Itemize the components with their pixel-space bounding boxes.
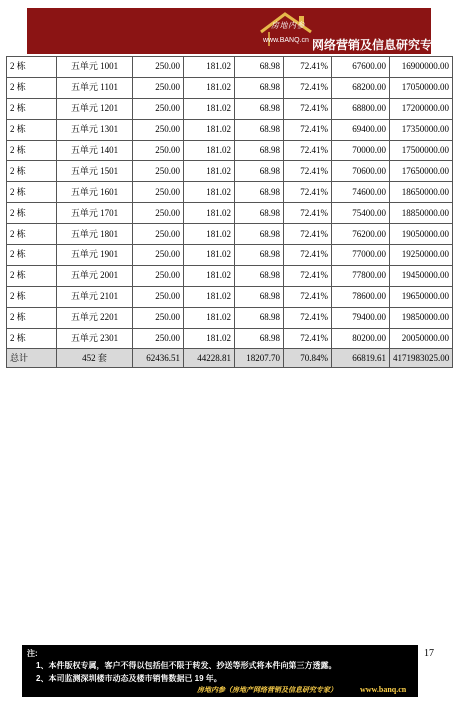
logo-url: www.BANQ.cn — [263, 37, 309, 44]
area-cell: 250.00 — [133, 328, 184, 349]
footer-brand-bar — [22, 684, 418, 697]
building-cell: 2 栋 — [7, 140, 57, 161]
table-row — [7, 182, 453, 203]
ratio-cell: 72.41% — [284, 245, 332, 266]
unit-cell: 五单元 1601 — [57, 182, 133, 203]
shared-area-cell: 68.98 — [235, 182, 284, 203]
unit-cell: 五单元 1301 — [57, 119, 133, 140]
ratio-cell: 72.41% — [284, 224, 332, 245]
ratio-cell: 72.41% — [284, 286, 332, 307]
table-row — [7, 286, 453, 307]
ratio-cell: 72.41% — [284, 328, 332, 349]
unit-cell: 五单元 1801 — [57, 224, 133, 245]
table-row — [7, 265, 453, 286]
unit-cell: 五单元 1201 — [57, 98, 133, 119]
usable-area-cell: 181.02 — [184, 307, 235, 328]
building-cell: 2 栋 — [7, 224, 57, 245]
usable-area-cell: 181.02 — [184, 77, 235, 98]
table-row — [7, 203, 453, 224]
area-cell: 250.00 — [133, 224, 184, 245]
table-row — [7, 224, 453, 245]
unit-price-cell: 70600.00 — [332, 161, 390, 182]
unit-price-cell: 75400.00 — [332, 203, 390, 224]
ratio-cell: 72.41% — [284, 182, 332, 203]
table-row — [7, 245, 453, 266]
area-cell: 250.00 — [133, 161, 184, 182]
shared-area-cell: 68.98 — [235, 119, 284, 140]
total-price-cell: 17050000.00 — [390, 77, 453, 98]
table-row — [7, 98, 453, 119]
unit-price-cell: 78600.00 — [332, 286, 390, 307]
total-price-cell: 16900000.00 — [390, 57, 453, 78]
usable-area-cell: 181.02 — [184, 265, 235, 286]
shared-area-cell: 68.98 — [235, 245, 284, 266]
units-table-body — [7, 57, 453, 368]
unit-price-cell: 67600.00 — [332, 57, 390, 78]
unit-price-cell: 68800.00 — [332, 98, 390, 119]
shared-area-cell: 68.98 — [235, 286, 284, 307]
notes-title: 注: — [27, 649, 38, 658]
area-cell: 250.00 — [133, 265, 184, 286]
total-price-cell: 4171983025.00 — [390, 349, 453, 368]
building-cell: 2 栋 — [7, 161, 57, 182]
unit-cell: 452 套 — [57, 349, 133, 368]
total-price-cell: 18650000.00 — [390, 182, 453, 203]
usable-area-cell: 181.02 — [184, 245, 235, 266]
unit-cell: 五单元 1701 — [57, 203, 133, 224]
shared-area-cell: 68.98 — [235, 77, 284, 98]
page-number: 17 — [424, 648, 434, 659]
shared-area-cell: 68.98 — [235, 57, 284, 78]
shared-area-cell: 68.98 — [235, 161, 284, 182]
unit-price-cell: 79400.00 — [332, 307, 390, 328]
total-price-cell: 17500000.00 — [390, 140, 453, 161]
table-row — [7, 77, 453, 98]
usable-area-cell: 181.02 — [184, 119, 235, 140]
unit-price-cell: 77800.00 — [332, 265, 390, 286]
building-cell: 2 栋 — [7, 203, 57, 224]
area-cell: 250.00 — [133, 307, 184, 328]
area-cell: 250.00 — [133, 119, 184, 140]
total-price-cell: 17650000.00 — [390, 161, 453, 182]
table-row — [7, 57, 453, 78]
building-cell: 2 栋 — [7, 265, 57, 286]
shared-area-cell: 68.98 — [235, 307, 284, 328]
ratio-cell: 72.41% — [284, 119, 332, 140]
area-cell: 250.00 — [133, 182, 184, 203]
table-row — [7, 140, 453, 161]
building-cell: 2 栋 — [7, 57, 57, 78]
area-cell: 250.00 — [133, 77, 184, 98]
usable-area-cell: 181.02 — [184, 182, 235, 203]
unit-price-cell: 74600.00 — [332, 182, 390, 203]
logo-brand-text: 房地内参 — [271, 21, 305, 30]
unit-price-cell: 80200.00 — [332, 328, 390, 349]
table-row — [7, 161, 453, 182]
total-price-cell: 20050000.00 — [390, 328, 453, 349]
total-price-cell: 17200000.00 — [390, 98, 453, 119]
note-monitoring: 2、本司监测深圳楼市动态及楼市销售数据已 19 年。 — [36, 674, 222, 683]
unit-cell: 五单元 1401 — [57, 140, 133, 161]
shared-area-cell: 68.98 — [235, 265, 284, 286]
area-cell: 250.00 — [133, 245, 184, 266]
ratio-cell: 72.41% — [284, 98, 332, 119]
building-cell: 总计 — [7, 349, 57, 368]
footer-url: www.banq.cn — [360, 685, 407, 694]
building-cell: 2 栋 — [7, 77, 57, 98]
building-cell: 2 栋 — [7, 119, 57, 140]
ratio-cell: 70.84% — [284, 349, 332, 368]
total-price-cell: 17350000.00 — [390, 119, 453, 140]
footer-brand-text: 房地内参（房地产网络营销及信息研究专家） — [197, 686, 337, 694]
building-cell: 2 栋 — [7, 328, 57, 349]
unit-cell: 五单元 2101 — [57, 286, 133, 307]
total-price-cell: 19850000.00 — [390, 307, 453, 328]
usable-area-cell: 181.02 — [184, 224, 235, 245]
area-cell: 250.00 — [133, 140, 184, 161]
usable-area-cell: 181.02 — [184, 57, 235, 78]
usable-area-cell: 181.02 — [184, 161, 235, 182]
unit-price-cell: 66819.61 — [332, 349, 390, 368]
unit-cell: 五单元 1001 — [57, 57, 133, 78]
unit-price-cell: 70000.00 — [332, 140, 390, 161]
total-price-cell: 19050000.00 — [390, 224, 453, 245]
shared-area-cell: 68.98 — [235, 203, 284, 224]
table-row — [7, 328, 453, 349]
usable-area-cell: 181.02 — [184, 286, 235, 307]
unit-price-cell: 68200.00 — [332, 77, 390, 98]
area-cell: 250.00 — [133, 286, 184, 307]
total-price-cell: 19650000.00 — [390, 286, 453, 307]
area-cell: 62436.51 — [133, 349, 184, 368]
ratio-cell: 72.41% — [284, 77, 332, 98]
ratio-cell: 72.41% — [284, 307, 332, 328]
area-cell: 250.00 — [133, 203, 184, 224]
total-price-cell: 19450000.00 — [390, 265, 453, 286]
unit-cell: 五单元 2301 — [57, 328, 133, 349]
building-cell: 2 栋 — [7, 182, 57, 203]
header-banner — [27, 8, 445, 54]
ratio-cell: 72.41% — [284, 265, 332, 286]
shared-area-cell: 68.98 — [235, 224, 284, 245]
total-price-cell: 19250000.00 — [390, 245, 453, 266]
unit-cell: 五单元 1901 — [57, 245, 133, 266]
company-title: 网络营销及信息研究专家 — [312, 38, 445, 52]
table-row — [7, 307, 453, 328]
shared-area-cell: 68.98 — [235, 328, 284, 349]
unit-cell: 五单元 2201 — [57, 307, 133, 328]
unit-price-cell: 77000.00 — [332, 245, 390, 266]
usable-area-cell: 181.02 — [184, 328, 235, 349]
area-cell: 250.00 — [133, 98, 184, 119]
table-row — [7, 119, 453, 140]
shared-area-cell: 68.98 — [235, 140, 284, 161]
building-cell: 2 栋 — [7, 307, 57, 328]
usable-area-cell: 181.02 — [184, 203, 235, 224]
unit-cell: 五单元 2001 — [57, 265, 133, 286]
usable-area-cell: 181.02 — [184, 98, 235, 119]
unit-cell: 五单元 1501 — [57, 161, 133, 182]
ratio-cell: 72.41% — [284, 140, 332, 161]
area-cell: 250.00 — [133, 57, 184, 78]
ratio-cell: 72.41% — [284, 161, 332, 182]
building-cell: 2 栋 — [7, 286, 57, 307]
usable-area-cell: 44228.81 — [184, 349, 235, 368]
usable-area-cell: 181.02 — [184, 140, 235, 161]
shared-area-cell: 18207.70 — [235, 349, 284, 368]
ratio-cell: 72.41% — [284, 57, 332, 78]
total-price-cell: 18850000.00 — [390, 203, 453, 224]
unit-price-cell: 76200.00 — [332, 224, 390, 245]
unit-price-cell: 69400.00 — [332, 119, 390, 140]
building-cell: 2 栋 — [7, 245, 57, 266]
units-table — [6, 56, 453, 368]
ratio-cell: 72.41% — [284, 203, 332, 224]
note-copyright: 1、本件版权专属，客户不得以包括但不限于转发、抄送等形式将本件向第三方透露。 — [36, 661, 337, 670]
unit-cell: 五单元 1101 — [57, 77, 133, 98]
building-cell: 2 栋 — [7, 98, 57, 119]
shared-area-cell: 68.98 — [235, 98, 284, 119]
total-row — [7, 349, 453, 368]
